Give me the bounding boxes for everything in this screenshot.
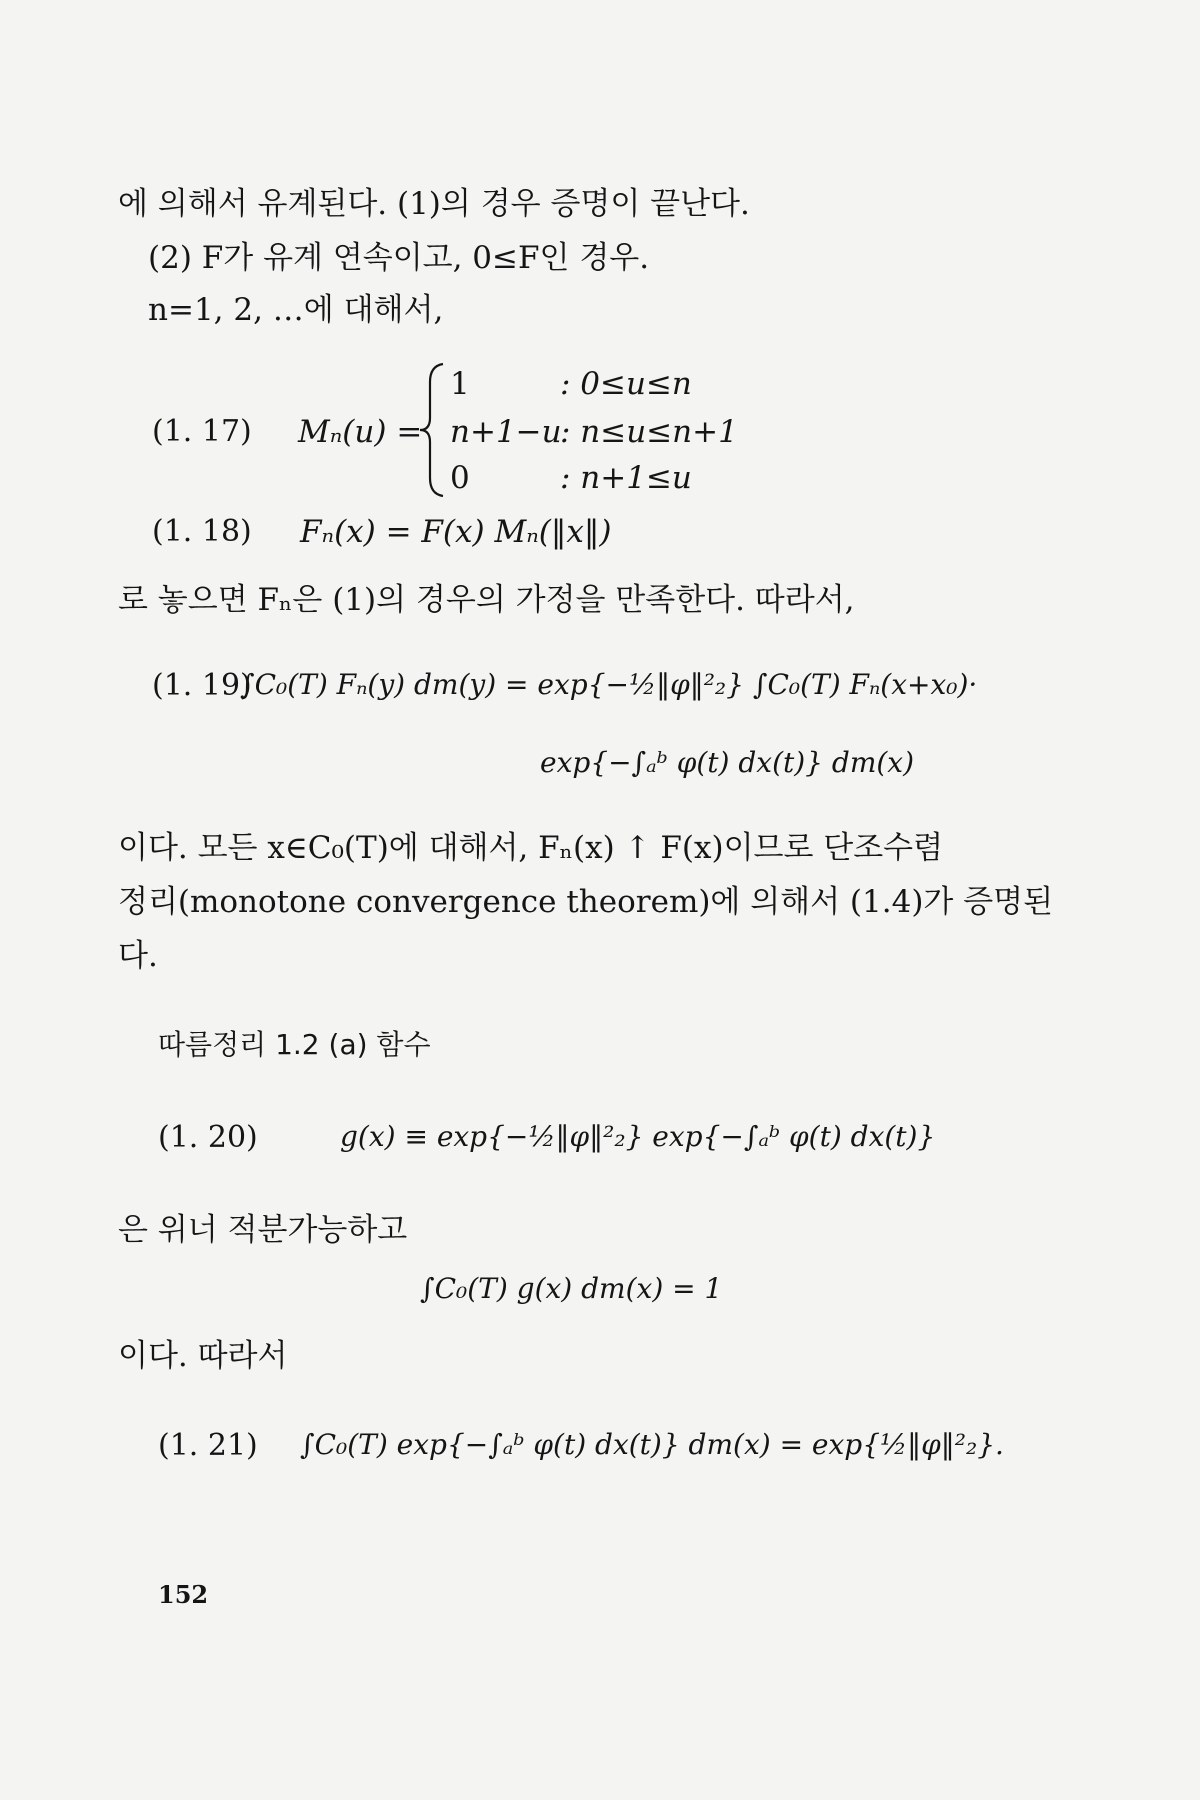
equation-1-17-case-3: 0 <box>450 460 470 496</box>
equation-number-1-20: (1. 20) <box>158 1120 258 1155</box>
equation-1-19-line-2: exp{−∫ₐᵇ φ(t) dx(t)} dm(x) <box>540 746 915 779</box>
equation-1-18: Fₙ(x) = F(x) Mₙ(‖x‖) <box>300 514 612 550</box>
equation-1-17-cond-2: : n≤u≤n+1 <box>560 414 738 450</box>
text-line-5: 이다. 모든 x∈C₀(T)에 대해서, Fₙ(x) ↑ F(x)이므로 단조수렴 <box>118 830 944 866</box>
text-line-4: 로 놓으면 Fₙ은 (1)의 경우의 가정을 만족한다. 따라서, <box>118 582 855 618</box>
equation-number-1-19: (1. 19) <box>152 668 252 703</box>
text-line-1: 에 의해서 유계된다. (1)의 경우 증명이 끝난다. <box>118 186 750 222</box>
equation-1-21: ∫C₀(T) exp{−∫ₐᵇ φ(t) dx(t)} dm(x) = exp{½‖φ‖²₂}. <box>300 1428 1004 1461</box>
page-number: 152 <box>158 1580 209 1609</box>
text-line-9: 은 위너 적분가능하고 <box>118 1212 408 1248</box>
text-line-10: 이다. 따라서 <box>118 1338 288 1374</box>
equation-number-1-17: (1. 17) <box>152 414 252 449</box>
equation-1-20: g(x) ≡ exp{−½‖φ‖²₂} exp{−∫ₐᵇ φ(t) dx(t)} <box>340 1120 936 1153</box>
text-line-3: n=1, 2, …에 대해서, <box>148 292 444 328</box>
equation-1-17-case-2: n+1−u <box>450 414 562 450</box>
equation-1-17-case-1: 1 <box>450 366 470 402</box>
equation-number-1-21: (1. 21) <box>158 1428 258 1463</box>
equation-1-17-cond-3: : n+1≤u <box>560 460 692 496</box>
text-line-6: 정리(monotone convergence theorem)에 의해서 (1.4)가 증명된 <box>118 884 1054 920</box>
equation-1-19-line-1: ∫C₀(T) Fₙ(y) dm(y) = exp{−½‖φ‖²₂} ∫C₀(T) Fₙ(x+x₀)· <box>240 668 978 701</box>
equation-integral-unity: ∫C₀(T) g(x) dm(x) = 1 <box>420 1272 723 1305</box>
text-line-2: (2) F가 유계 연속이고, 0≤F인 경우. <box>148 240 650 276</box>
text-line-7: 다. <box>118 938 158 974</box>
equation-1-17-lhs: Mₙ(u) = <box>298 414 423 450</box>
left-brace <box>418 360 448 500</box>
equation-number-1-18: (1. 18) <box>152 514 252 549</box>
equation-1-17-cond-1: : 0≤u≤n <box>560 366 692 402</box>
corollary-heading: 따름정리 1.2 (a) 함수 <box>158 1028 431 1061</box>
